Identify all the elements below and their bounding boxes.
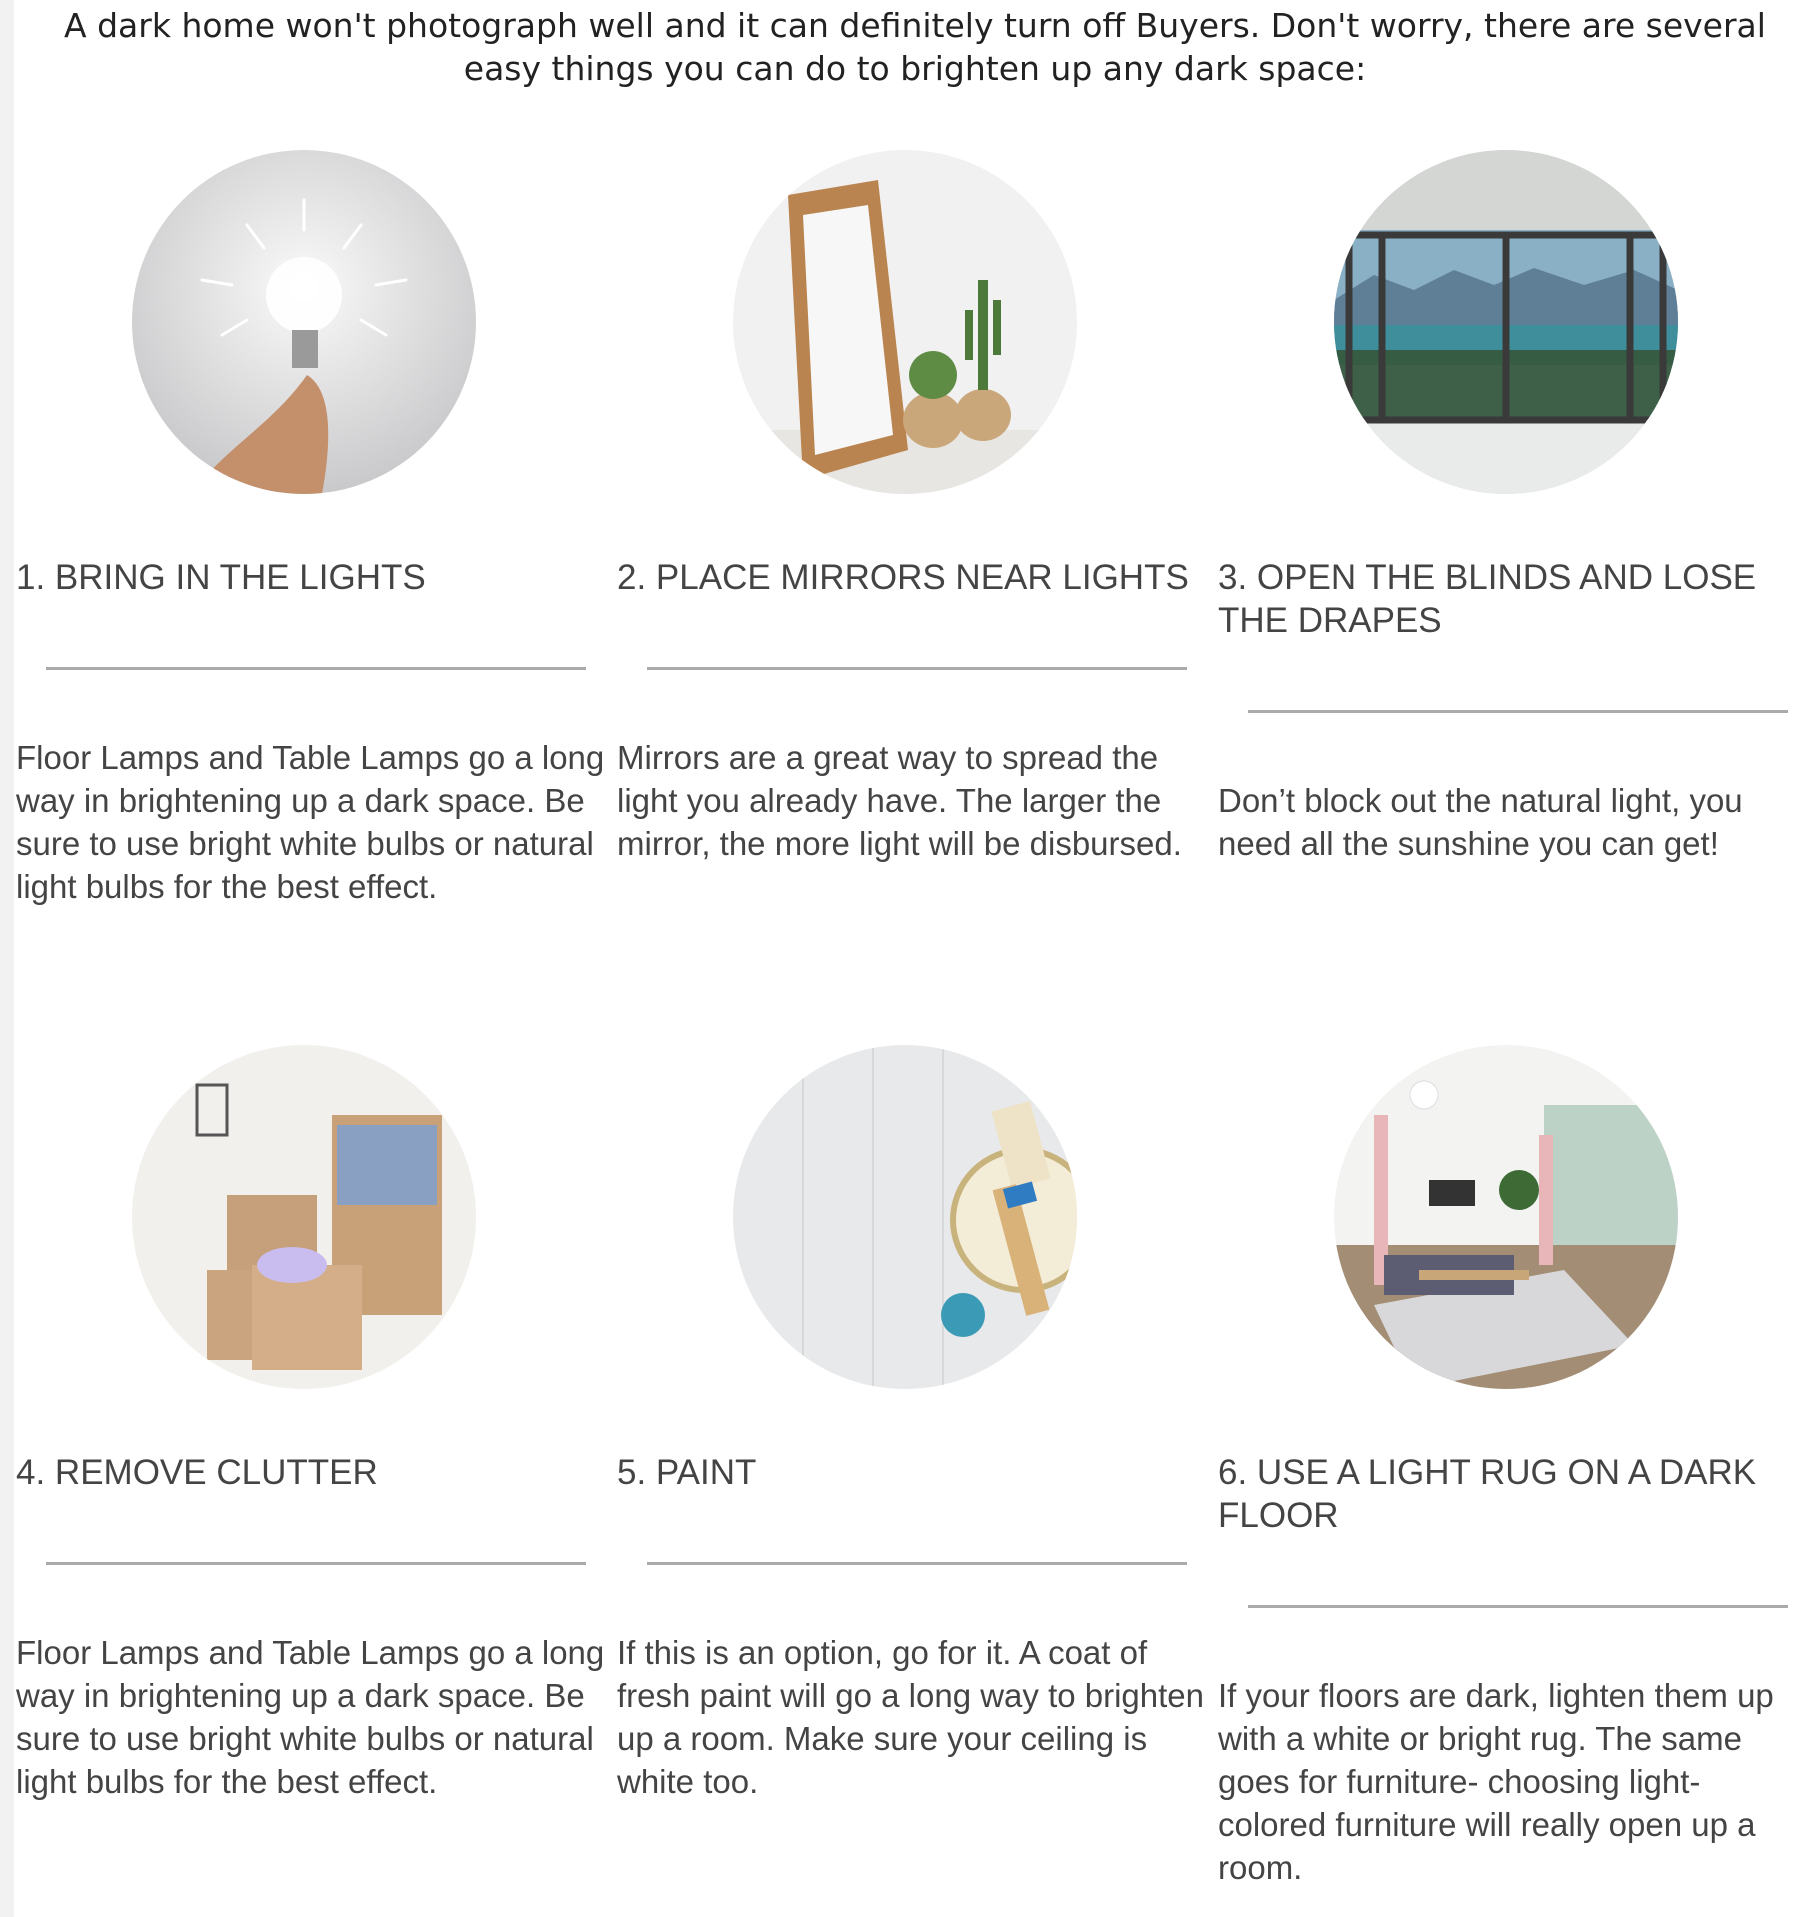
intro-text: A dark home won't photograph well and it can definitely turn off Buyers. Don't worry, there are several easy things you can do to brighten up any dark space: [64, 6, 1766, 88]
tip-description: If this is an option, go for it. A coat of fresh paint will go a long way to brighten up a room. Make sure your ceiling is white too. [617, 1634, 1205, 1800]
tip-heading: 3. OPEN THE BLINDS AND LOSE THE DRAPES [1218, 558, 1757, 640]
divider [647, 1562, 1187, 1565]
divider [46, 1562, 586, 1565]
tip-description: Floor Lamps and Table Lamps go a long way in brightening up a dark space. Be sure to use bright white bulbs or natural light bulbs for the best effect. [16, 1634, 605, 1800]
tip-description: If your floors are dark, lighten them up with a white or bright rug. The same goes for furniture- choosing light-colored furniture will really open up a room. [1218, 1677, 1774, 1886]
tip-heading: 4. REMOVE CLUTTER [16, 1453, 378, 1492]
tip-heading: 6. USE A LIGHT RUG ON A DARK FLOOR [1218, 1453, 1757, 1535]
tip-description: Floor Lamps and Table Lamps go a long way in brightening up a dark space. Be sure to use bright white bulbs or natural light bulbs for the best effect. [16, 739, 605, 905]
window-mountain-view-photo [1334, 150, 1678, 494]
mirror-plants-photo [733, 150, 1077, 494]
moving-boxes-photo [132, 1045, 476, 1389]
bright-living-room-photo [1334, 1045, 1678, 1389]
paint-brush-can-photo [733, 1045, 1077, 1389]
tip-description: Mirrors are a great way to spread the light you already have. The larger the mirror, the more light will be disbursed. [617, 739, 1182, 862]
lightbulb-hand-photo [132, 150, 476, 494]
divider [647, 667, 1187, 670]
tip-heading: 5. PAINT [617, 1453, 757, 1492]
page-left-gutter [0, 0, 14, 1917]
tip-heading: 1. BRING IN THE LIGHTS [16, 558, 426, 597]
tip-heading: 2. PLACE MIRRORS NEAR LIGHTS [617, 558, 1189, 597]
divider [46, 667, 586, 670]
tip-description: Don’t block out the natural light, you need all the sunshine you can get! [1218, 782, 1743, 862]
divider [1248, 1605, 1788, 1608]
divider [1248, 710, 1788, 713]
